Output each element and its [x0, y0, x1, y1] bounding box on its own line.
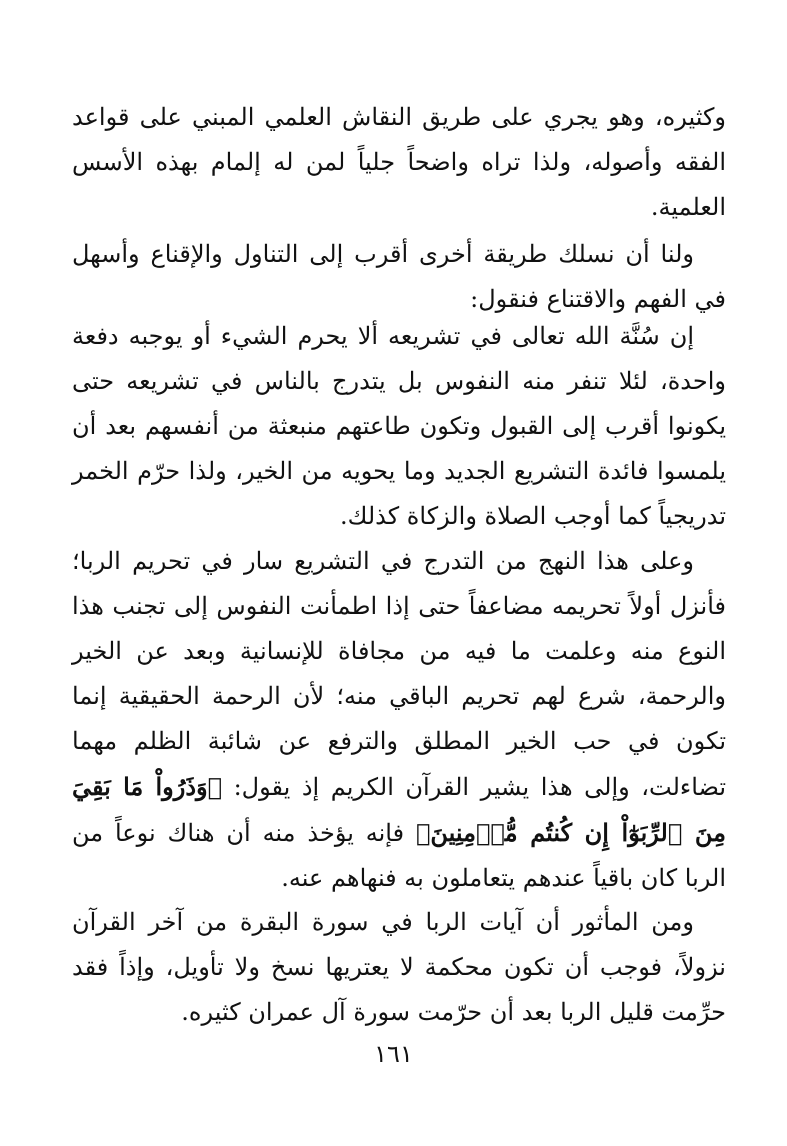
paragraph-text: ومن المأثور أن آيات الربا في سورة البقرة من آخر القرآن نزولاً، فوجب أن تكون محكمة لا يعتريها نسخ ولا تأويل، وإذاً فقد حرِّمت قليل الربا بعد أن حرّمت سورة آل عمران كثيره. [72, 908, 726, 1026]
quran-verse: ﴿وَذَرُواْ مَا بَقِيَ مِنَ ٱلرِّبَوٰٓاْ إِن كُنتُم مُّؤۡمِنِينَ﴾ [72, 772, 726, 847]
paragraph-approach [72, 232, 726, 322]
paragraph-text: وكثيره، وهو يجري على طريق النقاش العلمي المبني على قواعد الفقه وأصوله، ولذا تراه واضحاً جلياً لمن له إلمام بهذه الأسس العلمية. [72, 103, 726, 221]
paragraph-text: ولنا أن نسلك طريقة أخرى أقرب إلى التناول والإقناع وأسهل في الفهم والاقتناع فنقول: [72, 240, 726, 313]
paragraph-text: وعلى هذا النهج من التدرج في التشريع سار في تحريم الربا؛ فأنزل أولاً تحريمه مضاعفاً حتى إذا اطمأنت النفوس إلى تجنب هذا النوع منه وعلمت ما فيه من مجافاة للإنسانية وبعد عن الخير والرحمة، شرع لهم تحريم الباقي منه؛ لأن الرحمة الحقيقية إنما تكون في حب الخير المطلق والترفع عن شائبة الظلم مهما تضاءلت، وإلى هذا يشير القرآن الكريم إذ يقول: [72, 547, 726, 801]
paragraph-text: فإنه يؤخذ منه أن هناك نوعاً من الربا كان باقياً عندهم يتعاملون به فنهاهم عنه. [72, 819, 726, 892]
paragraph-continuation [72, 95, 726, 230]
paragraph-riba-prohibition [72, 539, 726, 901]
paragraph-gradual-legislation [72, 314, 726, 539]
paragraph-final-verses [72, 900, 726, 1035]
paragraph-text: إن سُنَّة الله تعالى في تشريعه ألا يحرم الشيء أو يوجبه دفعة واحدة، لئلا تنفر منه النفوس بل يتدرج بالناس في تشريعه حتى يكونوا أقرب إلى القبول وتكون طاعتهم منبعثة من أنفسهم بعد أن يلمسوا فائدة التشريع الجديد وما يحويه من الخير، ولذا حرّم الخمر تدريجياً كما أوجب الصلاة والزكاة كذلك. [72, 322, 726, 530]
page-number: ١٦١ [374, 1040, 413, 1068]
